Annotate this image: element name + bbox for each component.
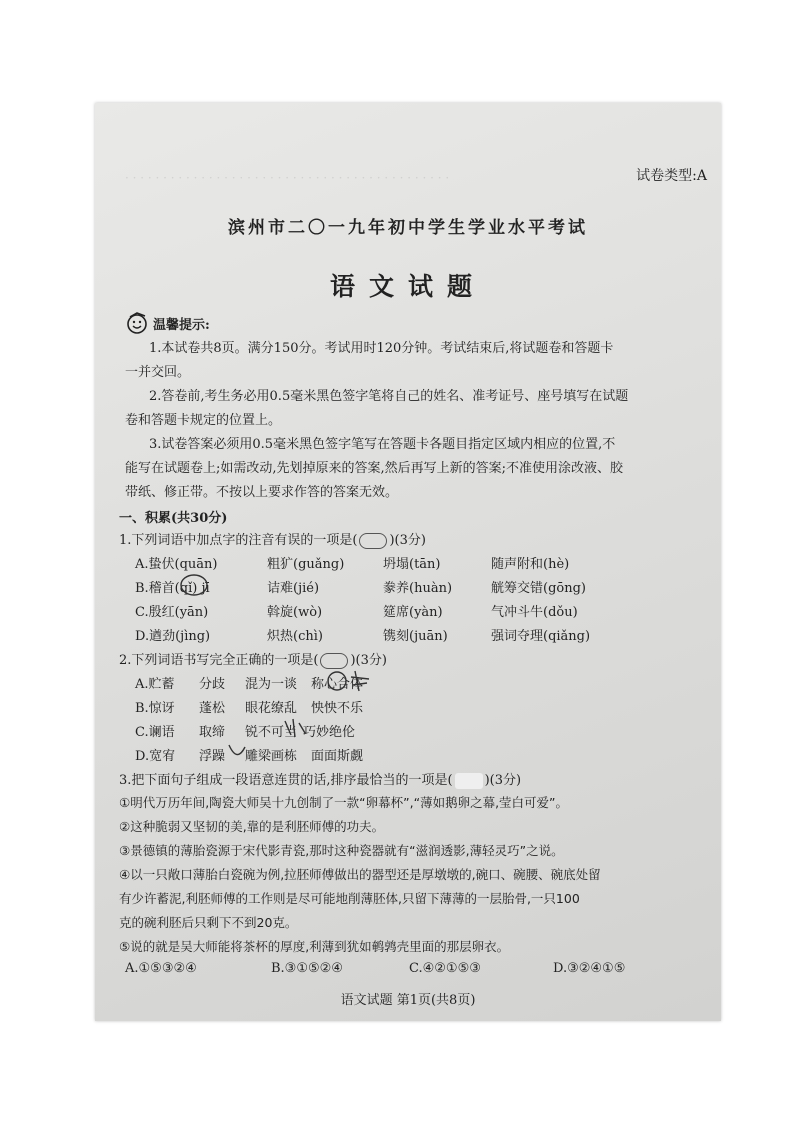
tip-3-line-2: 能写在试题卷上;如需改动,先划掉原来的答案,然后再写上新的答案;不准使用涂改液、胶 [125,461,624,476]
q3-option-c: C.④②①⑤③ [409,961,481,976]
q1-option-a1: A.蛰伏(quān) [135,557,218,572]
sentence-2: ②这种脆弱又坚韧的美,靠的是利胚师傅的功夫。 [119,819,385,834]
tip-3-line-1: 3.试卷答案必须用0.5毫米黑色签字笔写在答题卡各题目指定区域内相应的位置,不 [149,437,616,452]
q3-option-d: D.③②④①⑤ [553,961,626,976]
q2-option-b2: 蓬松 [199,701,226,716]
question-3-points: )(3分) [484,773,522,788]
sentence-4-line-2: 有少许蓄泥,利胚师傅的工作则是尽可能地削薄胚体,只留下薄薄的一层胎骨,一只100 [119,891,580,906]
q1-option-b3: 豢养(huàn) [383,581,453,596]
smiley-icon [125,311,149,335]
q1-option-d3: 镌刻(juān) [383,629,448,644]
tip-3-line-3: 带纸、修正带。不按以上要求作答的答案无效。 [125,485,399,500]
question-2-points: )(3分) [350,653,387,668]
q1-option-c1: C.殷红(yān) [135,605,209,620]
sentence-5: ⑤说的就是吴大师能将茶杯的厚度,利薄到犹如鹌鹑壳里面的那层卵衣。 [119,939,510,954]
q3-option-a: A.①⑤③②④ [125,961,197,976]
tips-header [125,311,210,335]
q2-option-c2: 取缔 [199,725,226,740]
q2-option-b1: B.惊讶 [135,701,175,716]
tip-2-line-2: 卷和答题卡规定的位置上。 [125,413,282,428]
answer-blank [455,773,483,789]
q1-option-d4: 强词夺理(qiǎng) [491,629,591,644]
subject-title: 语文试题 [329,272,486,301]
question-3-stem [119,769,521,789]
question-2-stem-text: 2.下列词语书写完全正确的一项是( [119,653,319,668]
page-footer: 语文试题 第1页(共8页) [340,993,476,1008]
q1-option-a2: 粗犷(guǎng) [267,557,345,572]
q2-option-d1: D.宽宥 [135,749,176,764]
question-3-stem-text: 3.把下面句子组成一段语意连贯的话,排序最恰当的一项是( [119,773,453,788]
q1-option-a3: 坍塌(tān) [383,557,441,572]
q2-option-a1: A.贮蓄 [135,677,175,692]
exam-title: 滨州市二〇一九年初中学生学业水平考试 [228,218,588,238]
q2-option-a2: 分歧 [199,677,226,692]
tip-2-line-1: 2.答卷前,考生务必用0.5毫米黑色签字笔将自己的姓名、准考证号、座号填写在试题 [149,389,629,404]
question-1-stem [119,529,426,549]
q2-option-b4: 怏怏不乐 [311,701,364,716]
q1-option-d2: 炽热(chì) [267,629,323,644]
bleed-through-text: · · · · · · · · · · · · · · · · · · · · · · · · · · · · · · · · · · · · · · · · · · · [125,171,450,185]
q2-option-c1: C.谰语 [135,725,175,740]
q1-option-b4: 觥筹交错(gōng) [491,581,586,596]
q1-option-c3: 筵席(yàn) [383,605,443,620]
q3-option-b: B.③①⑤②④ [271,961,343,976]
sentence-4-line-3: 克的碗利胚后只剩下不到20克。 [119,915,298,930]
q2-option-d4: 面面斯觑 [311,749,364,764]
question-1-stem-text: 1.下列词语中加点字的注音有误的一项是( [119,533,358,548]
sentence-3: ③景德镇的薄胎瓷源于宋代影青瓷,那时这种瓷器就有“滋润透影,薄轻灵巧”之说。 [119,843,564,858]
q2-option-a4: 称心合体 [311,677,364,692]
exam-type: 试卷类型:A [636,168,707,184]
section-heading: 一、积累(共30分) [119,511,228,526]
q1-option-c2: 斡旋(wò) [267,605,323,620]
q1-option-b1: B.稽首(qǐ) jī [135,581,210,596]
handwritten-mark [281,715,309,741]
question-1-points: )(3分) [389,533,426,548]
q2-option-a3: 混为一谈 [245,677,298,692]
q1-option-c4: 气冲斗牛(dǒu) [491,605,578,620]
q1-option-a4: 随声附和(hè) [491,557,570,572]
tip-1-line-1: 1.本试卷共8页。满分150分。考试用时120分钟。考试结束后,将试题卷和答题卡 [149,341,614,356]
handwritten-circle [179,573,209,597]
tips-label: 温馨提示: [153,317,210,333]
q2-option-b3: 眼花缭乱 [245,701,298,716]
sentence-1: ①明代万历年间,陶瓷大师吴十九创制了一款“卵幕杯”,“薄如鹅卵之幕,莹白可爱”。 [119,795,569,810]
sentence-4-line-1: ④以一只敞口薄胎白瓷碗为例,拉胚师傅做出的器型还是厚墩墩的,碗口、碗腰、碗底处留 [119,867,601,882]
q1-option-b2: 诘难(jié) [267,581,320,596]
handwritten-scribble [325,667,371,695]
q2-option-d3: 雕梁画栋 [245,749,298,764]
q2-option-c4: 巧妙绝伦 [303,725,356,740]
answer-blank [359,533,387,549]
q2-option-d2: 浮躁 [199,749,226,764]
q1-option-d1: D.遒劲(jìng) [135,629,211,644]
question-2-stem [119,649,387,669]
q2-option-c3: 锐不可当 [245,725,298,740]
tip-1-line-2: 一并交回。 [125,365,191,380]
exam-paper [95,103,721,1021]
handwritten-mark [225,741,249,765]
